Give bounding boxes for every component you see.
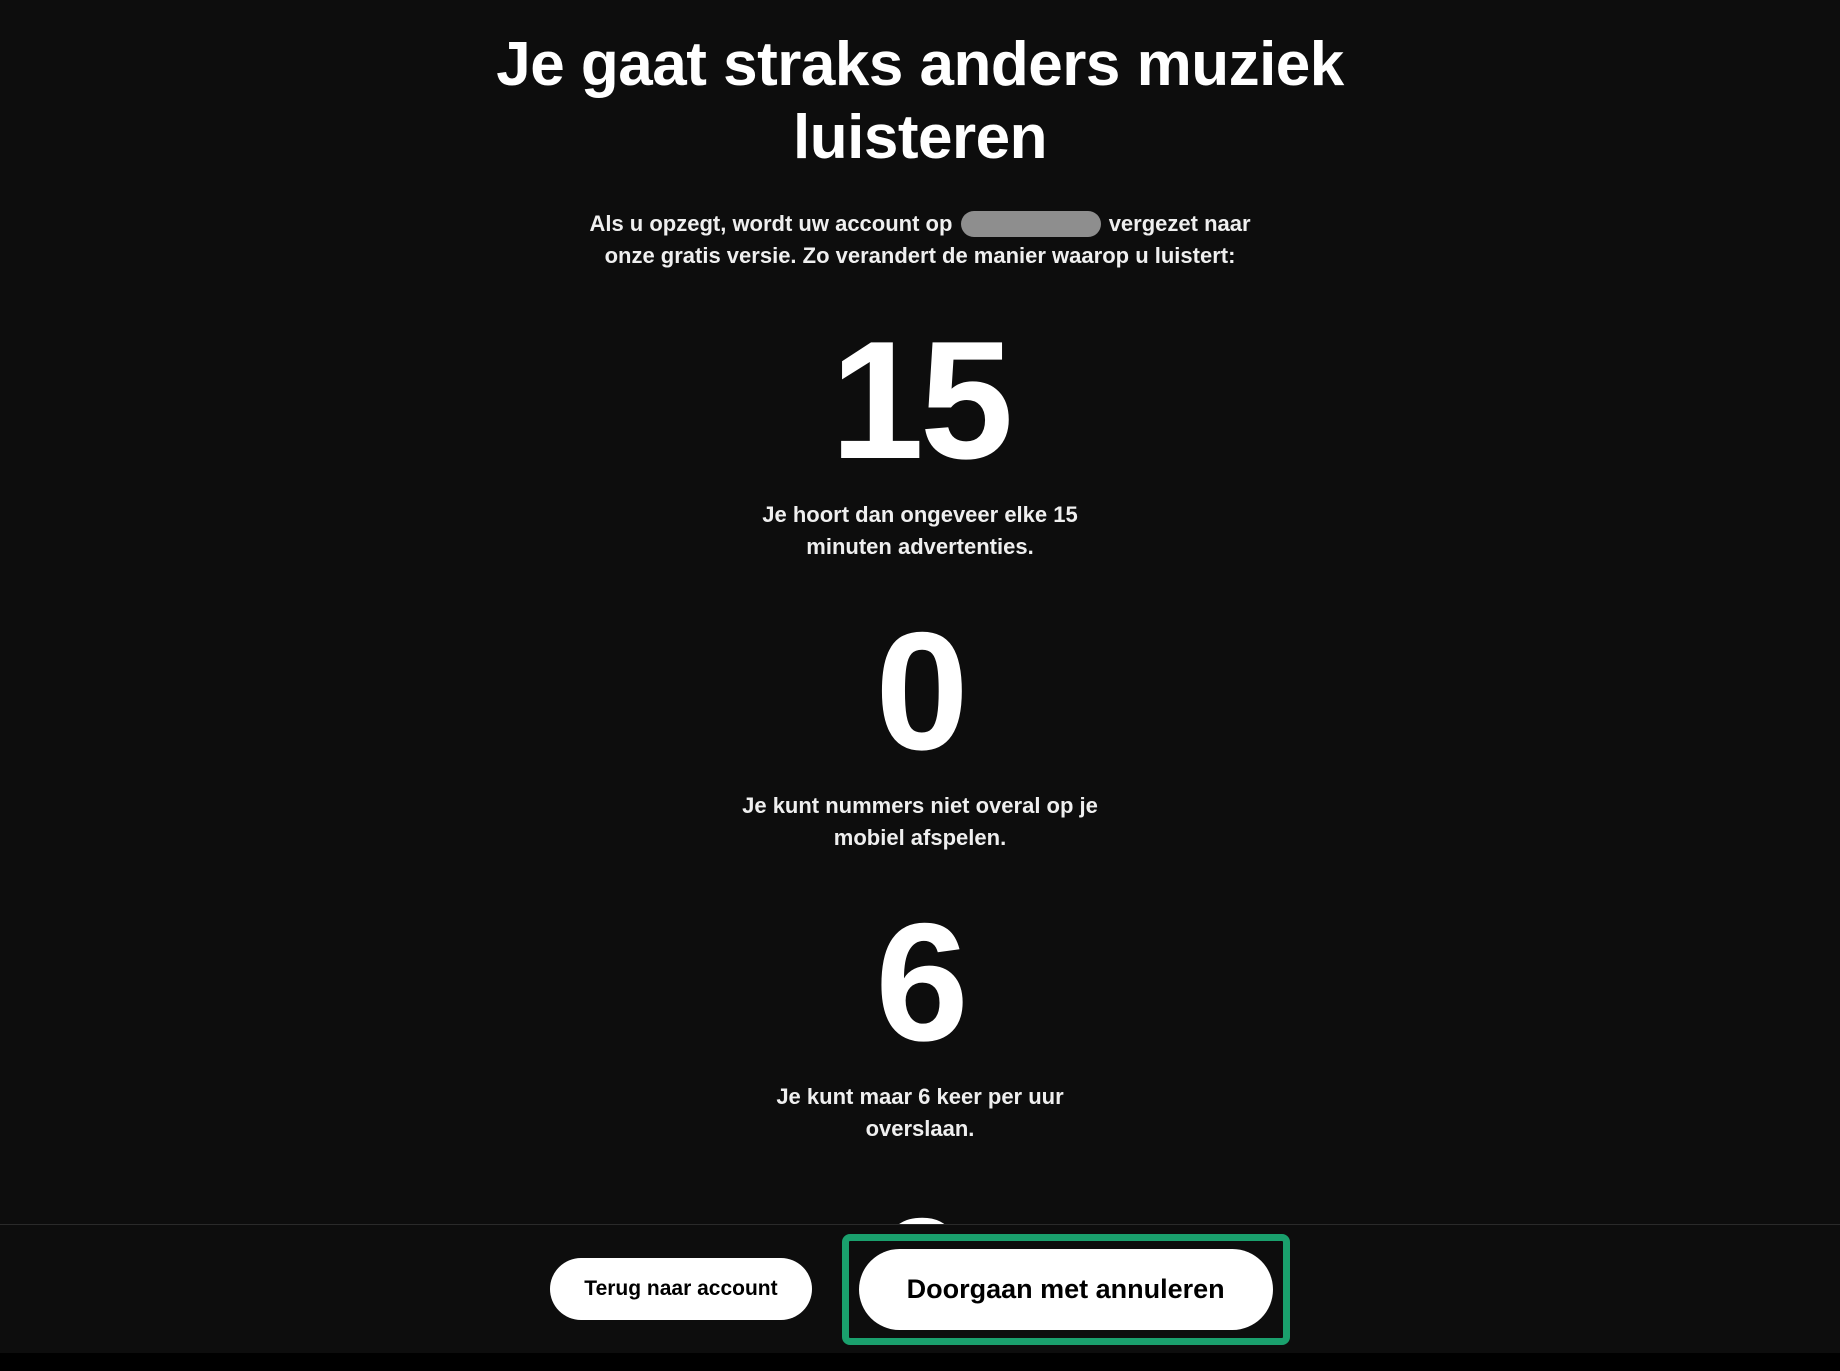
description-part-1: Als u opzegt, wordt uw account op [589, 211, 953, 237]
stat-number-offline: 0 [875, 596, 965, 785]
redacted-account-name [961, 211, 1101, 237]
stat-block-ads [0, 305, 1840, 562]
stat-number-ads: 15 [830, 305, 1010, 494]
page-description [565, 208, 1275, 270]
stat-block-skips [0, 887, 1840, 1144]
stat-caption-ads: Je hoort dan ongeveer elke 15 minuten advertenties. [762, 502, 1078, 559]
back-to-account-button[interactable]: Terug naar account [550, 1258, 811, 1320]
continue-cancel-button[interactable]: Doorgaan met annuleren [859, 1249, 1273, 1330]
description-part-2: vergezet naar onze gratis versie. Zo verandert de manier waarop u luistert: [604, 211, 1251, 268]
stat-block-offline [0, 596, 1840, 853]
page-title: Je gaat straks anders muziek luisteren [496, 30, 1344, 173]
footer-action-bar [0, 1224, 1840, 1353]
stat-caption-offline: Je kunt nummers niet overal op je mobiel afspelen. [742, 793, 1098, 850]
stat-number-skips: 6 [875, 887, 965, 1076]
continue-cancel-highlight [842, 1234, 1290, 1345]
stat-caption-skips: Je kunt maar 6 keer per uur overslaan. [776, 1084, 1064, 1141]
